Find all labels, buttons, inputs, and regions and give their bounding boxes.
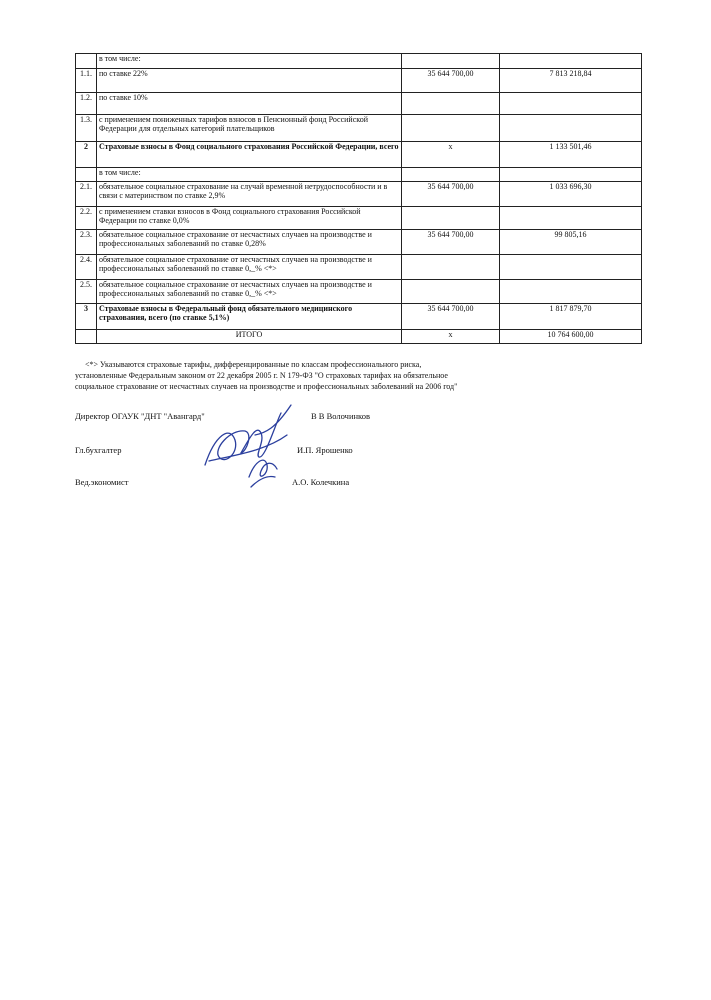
- economist-name: А.О. Колечкина: [292, 477, 350, 487]
- row-number: 2.2.: [76, 207, 97, 230]
- table-row: [76, 280, 642, 304]
- row-number: 1.3.: [76, 115, 97, 142]
- row-base-amount: x: [402, 330, 500, 344]
- row-base-amount: [402, 168, 500, 182]
- row-contribution-amount: [500, 54, 642, 69]
- economist-title: Вед.экономист: [75, 477, 129, 487]
- row-base-amount: 35 644 700,00: [402, 182, 500, 207]
- row-description: в том числе:: [97, 168, 402, 182]
- row-description: обязательное социальное страхование на случай временной нетрудоспособности и в связи с материнством по ставке 2,9%: [97, 182, 402, 207]
- accountant-title: Гл.бухгалтер: [75, 445, 122, 455]
- row-base-amount: [402, 280, 500, 304]
- row-number: 2.4.: [76, 255, 97, 280]
- row-description: обязательное социальное страхование от несчастных случаев на производстве и профессиональных заболеваний по ставке 0,_% <*>: [97, 255, 402, 280]
- row-description: с применением пониженных тарифов взносов в Пенсионный фонд Российской Федерации для отдельных категорий плательщиков: [97, 115, 402, 142]
- row-base-amount: [402, 207, 500, 230]
- row-base-amount: [402, 115, 500, 142]
- row-contribution-amount: 99 805,16: [500, 230, 642, 255]
- row-contribution-amount: 1 133 501,46: [500, 142, 642, 168]
- row-contribution-amount: 7 813 218,84: [500, 69, 642, 93]
- row-contribution-amount: [500, 207, 642, 230]
- row-number: [76, 330, 97, 344]
- row-description: Страховые взносы в Федеральный фонд обязательного медицинского страхования, всего (по ставке 5,1%): [97, 304, 402, 330]
- table-row: [76, 255, 642, 280]
- row-contribution-amount: [500, 115, 642, 142]
- row-base-amount: x: [402, 142, 500, 168]
- row-description: Страховые взносы в Фонд социального страхования Российской Федерации, всего: [97, 142, 402, 168]
- row-contribution-amount: 10 764 600,00: [500, 330, 642, 344]
- row-number: [76, 168, 97, 182]
- accountant-name: И.П. Ярошенко: [297, 445, 353, 455]
- table-row: [76, 54, 642, 69]
- row-contribution-amount: [500, 255, 642, 280]
- table-row: [76, 304, 642, 330]
- row-contribution-amount: [500, 93, 642, 115]
- table-row: [76, 207, 642, 230]
- row-base-amount: [402, 54, 500, 69]
- table-row: [76, 330, 642, 344]
- row-number: 2.3.: [76, 230, 97, 255]
- table-row: [76, 182, 642, 207]
- footnote-line: установленные Федеральным законом от 22 декабря 2005 г. N 179-ФЗ "О страховых тарифах на обязательное: [75, 370, 448, 380]
- insurance-contributions-table: [75, 53, 642, 344]
- row-contribution-amount: [500, 280, 642, 304]
- footnote: [75, 360, 635, 392]
- row-description: по ставке 22%: [97, 69, 402, 93]
- row-number: 1.2.: [76, 93, 97, 115]
- row-description: обязательное социальное страхование от несчастных случаев на производстве и профессиональных заболеваний по ставке 0,_% <*>: [97, 280, 402, 304]
- table-row: [76, 230, 642, 255]
- row-description: обязательное социальное страхование от несчастных случаев на производстве и профессиональных заболеваний по ставке 0,28%: [97, 230, 402, 255]
- row-description: по ставке 10%: [97, 93, 402, 115]
- row-contribution-amount: 1 817 879,70: [500, 304, 642, 330]
- row-number: [76, 54, 97, 69]
- footnote-line: социальное страхование от несчастных случаев на производстве и профессиональных заболеваний на 2006 год": [75, 381, 458, 391]
- handwritten-signature-icon: [195, 395, 305, 495]
- table-row: [76, 69, 642, 93]
- row-number: 1.1.: [76, 69, 97, 93]
- row-contribution-amount: 1 033 696,30: [500, 182, 642, 207]
- footnote-line: <*> Указываются страховые тарифы, дифференцированные по классам профессионального риска,: [85, 360, 422, 369]
- table-row: [76, 93, 642, 115]
- row-base-amount: 35 644 700,00: [402, 304, 500, 330]
- row-number: 3: [76, 304, 97, 330]
- director-name: В В Волочинков: [311, 411, 371, 421]
- table-row: [76, 168, 642, 182]
- table-row: [76, 115, 642, 142]
- row-base-amount: 35 644 700,00: [402, 230, 500, 255]
- row-number: 2.1.: [76, 182, 97, 207]
- row-number: 2: [76, 142, 97, 168]
- row-base-amount: [402, 255, 500, 280]
- row-number: 2.5.: [76, 280, 97, 304]
- row-contribution-amount: [500, 168, 642, 182]
- table-row: [76, 142, 642, 168]
- row-description: в том числе:: [97, 54, 402, 69]
- row-description: с применением ставки взносов в Фонд социального страхования Российской Федерации по ставке 0,0%: [97, 207, 402, 230]
- row-base-amount: 35 644 700,00: [402, 69, 500, 93]
- row-description: ИТОГО: [97, 330, 402, 344]
- row-base-amount: [402, 93, 500, 115]
- table-body: [76, 54, 642, 344]
- director-title: Директор ОГАУК "ДНТ "Авангард": [75, 411, 205, 421]
